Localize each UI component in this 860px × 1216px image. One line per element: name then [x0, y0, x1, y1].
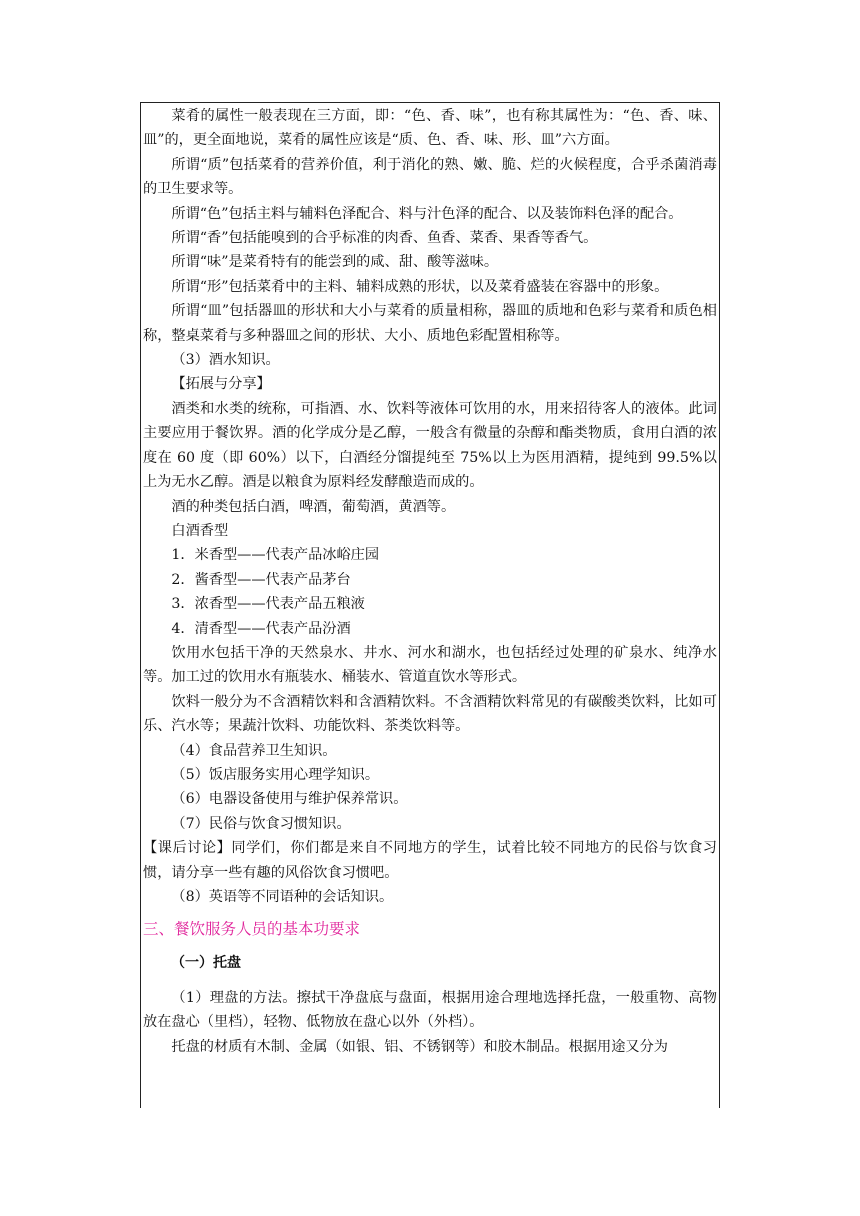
list-item-4: （4）食品营养卫生知识。 — [171, 742, 337, 759]
sub-heading-tray: （一）托盘 — [171, 955, 241, 972]
expand-share-label: 【拓展与分享】 — [171, 376, 271, 393]
list-item-8: （8）英语等不同语种的会话知识。 — [171, 889, 394, 905]
paragraph: 所谓“香”包括能嗅到的合乎标准的肉香、鱼香、菜香、果香等香气。 — [171, 230, 598, 247]
paragraph: 所谓“形”包括菜肴中的主料、辅料成熟的形状，以及菜肴盛装在容器中的形象。 — [171, 278, 669, 295]
paragraph: 酒的种类包括白酒，啤酒，葡萄酒，黄酒等。 — [171, 498, 456, 515]
discussion-paragraph: 【课后讨论】同学们，你们都是来自不同地方的学生，试着比较不同地方的民俗与饮食习惯，请分享一些有趣的风俗饮食习惯吧。 — [143, 840, 717, 881]
list-item-7: （7）民俗与饮食习惯知识。 — [171, 815, 351, 832]
section-heading: 三、餐饮服务人员的基本功要求 — [143, 920, 361, 939]
paragraph: 饮料一般分为不含酒精饮料和含酒精饮料。不含酒精饮料常见的有碳酸类饮料，比如可乐、汽水等；果蔬汁饮料、功能饮料、茶类饮料等。 — [143, 693, 717, 735]
paragraph: 酒类和水类的统称，可指酒、水、饮料等液体可饮用的水，用来招待客人的液体。此词主要应用于餐饮界。酒的化学成分是乙醇，一般含有微量的杂醇和酯类物质，食用白酒的浓度在 60 度（即 60%）以下，白酒经分馏提纯至 75%以上为医用酒精，提纯到 99.5%以上为无水乙醇。酒是以粮食为原料经发酵酿造而成的。 — [143, 400, 717, 491]
paragraph: 饮用水包括干净的天然泉水、井水、河水和湖水，也包括经过处理的矿泉水、纯净水等。加工过的饮用水有瓶装水、桶装水、管道直饮水等形式。 — [143, 644, 717, 686]
paragraph: 所谓“皿”包括器皿的形状和大小与菜肴的质量相称，器皿的质地和色彩与菜肴和质色相称，整桌菜肴与多种器皿之间的形状、大小、质地色彩配置相称等。 — [143, 303, 717, 344]
paragraph: 所谓“质”包括菜肴的营养价值，利于消化的熟、嫩、脆、烂的火候程度，合乎杀菌消毒的卫生要求等。 — [143, 156, 717, 198]
list-item: 1．米香型——代表产品冰峪庄园 — [171, 547, 380, 564]
paragraph: 所谓“色”包括主料与辅料色泽配合、料与汁色泽的配合、以及装饰料色泽的配合。 — [171, 205, 683, 222]
paragraph: 托盘的材质有木制、金属（如银、铝、不锈钢等）和胶木制品。根据用途又分为 — [171, 1038, 668, 1055]
list-item-6: （6）电器设备使用与维护保养常识。 — [171, 791, 408, 808]
paragraph: （1）理盘的方法。擦拭干净盘底与盘面，根据用途合理地选择托盘，一般重物、高物放在盘心（里档），轻物、低物放在盘心以外（外档）。 — [143, 989, 717, 1031]
baijiu-aroma-title: 白酒香型 — [171, 522, 229, 539]
list-item: 3．浓香型——代表产品五粮液 — [171, 596, 365, 613]
list-item-5: （5）饭店服务实用心理学知识。 — [171, 766, 380, 783]
list-item: 2．酱香型——代表产品茅台 — [171, 571, 351, 588]
document-body — [143, 104, 717, 1059]
paragraph: 所谓“味”是菜肴特有的能尝到的咸、甜、酸等滋味。 — [171, 254, 499, 271]
list-item-3: （3）酒水知识。 — [171, 352, 280, 369]
paragraph: 菜肴的属性一般表现在三方面，即：“色、香、味”，也有称其属性为：“色、香、味、皿”的，更全面地说，菜肴的属性应该是“质、色、香、味、形、皿”六方面。 — [143, 108, 717, 149]
list-item: 4．清香型——代表产品汾酒 — [171, 620, 351, 637]
